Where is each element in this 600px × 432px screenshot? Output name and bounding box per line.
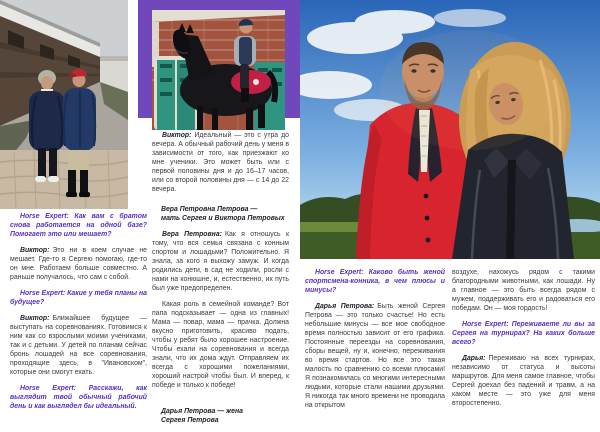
answer-viktor-1 (10, 246, 147, 282)
photo-rider-on-horse (152, 10, 285, 130)
speaker-vera: Вера Петровна: (162, 231, 222, 238)
answer-daria-2 (452, 354, 595, 408)
photo-elderly-couple-scene (0, 0, 128, 209)
column-family-interview (152, 131, 289, 432)
byline-vera-petrova (161, 205, 289, 223)
saddle-pad (231, 70, 271, 94)
answer-viktor-1-text: Это ни в коем случае не мешает. Где-то я Сергею помогаю, где-то он мне. Работаем больше совместно. А раньше получалось, что сам с собой. (10, 247, 147, 281)
photo-elderly-couple (0, 0, 128, 209)
photo-sergey-and-daria (300, 0, 600, 259)
answer-daria-1-continued (452, 268, 595, 313)
answer-viktor-2 (10, 314, 147, 377)
speaker-viktor: Виктор: (20, 247, 50, 254)
answer-daria-1 (305, 302, 445, 410)
answer-viktor-3 (152, 131, 289, 194)
photo-rider-scene (152, 10, 285, 130)
speaker-viktor: Виктор: (162, 132, 192, 139)
column-daria-interview-left (305, 268, 445, 417)
column-viktor-interview (10, 212, 147, 418)
speaker-daria: Дарья Петрова: (315, 303, 375, 310)
byline-daria-line2: Сергея Петрова (161, 417, 219, 424)
speaker-daria: Дарья: (462, 355, 486, 362)
answer-vera-1 (152, 230, 289, 293)
question-typical-day: Horse Expert: Расскажи, как выглядит твой обычный рабочий день и как выглядел бы идеальный. (10, 385, 147, 410)
answer-daria-2-text: Переживаю на всех турнирах, независимо от статуса и высоты маршрутов. Для меня самое главное, чтобы Сергей доехал без падений и травм, а на каком месте — это уже для меня второстепенно. (452, 355, 595, 407)
column-daria-interview-right (452, 268, 595, 415)
question-worry-tournaments: Horse Expert: Переживаете ли вы за Сергея на турнирах? На каких больше всего? (452, 321, 595, 346)
speaker-viktor: Виктор: (20, 315, 50, 322)
answer-viktor-3-text: Идеальный — это с утра до вечера. А обычный рабочий день у меня в зависимости от того, как приезжают ко мне ученики. Это может быть или с первой половины дня и до 16–17 часов, или со второй половины дня — с 14 до 22 вечера. (152, 132, 289, 193)
answer-viktor-2-text: Ближайшее будущее — выступать на соревнованиях. Готовимся к ним как со взрослыми моими учениками, так и с детьми. У детей по планам сейчас бронь лошадей на все соревнования, проходящие здесь, в "Ивановском", которые они смогут ехать. (10, 315, 147, 376)
question-brothers-same-base: Horse Expert: Как вам с братом снова работается на одной базе? Помогает это или мешает? (10, 213, 147, 238)
answer-vera-2 (152, 300, 289, 390)
byline-daria-line1: Дарья Петрова — жена (161, 408, 243, 415)
question-wife-of-athlete: Horse Expert: Каково быть женой спортсмена-конника, в чем плюсы и минусы? (305, 269, 445, 294)
byline-daria-petrova (161, 407, 289, 425)
answer-vera-2-text: Какая роль в семейной команде? Вот папа подсказывает — одна из главных! Мама — повар, мама — прачка. Должна вкусно приготовить, красиво подать, чтобы у ребят было хорошее настроение. Чтобы ехали на соревнования и всегда знали, что их дома ждут. Отправляем их всегда с хорошими пожеланиями, хороший настрой чтобы был. И вперед, к победе и только к победе! (152, 301, 289, 389)
answer-vera-1-text: Как я отношусь к тому, что вся семья связана с конным спортом и лошадьми? Положительно. Я знала, за кого я выхожу замуж. И когда родились дети, в сад не ходили, росли с нами на конюшне, и, естественно, их путь был уже предопределен. (152, 231, 289, 292)
answer-daria-1-text: Быть женой Сергея Петрова — это только счастье! Но есть небольшие минусы — все мое свободное время полностью зависит от его графика. Постоянные переезды на соревнования, сборы вещей, ну и, конечно, переживания во время стартов. Но все это такая малость по сравнению со всеми плюсами! Я познакомилась со многими интересными людьми, которые стали нашими друзьями. Я никогда так много времени не проводила на открытом (305, 303, 445, 409)
photo-couple-scene (300, 0, 600, 259)
answer-daria-1-cont-text: воздухе, нахожусь рядом с такими благородными животными, как лошади. Ну а главное — это быть всегда рядом с мужем, поддерживать его и радоваться его победам. Он — моя гордость! (452, 269, 595, 312)
byline-vera-line1: Вера Петровна Петрова — (161, 206, 258, 213)
question-future-plans: Horse Expert: Какие у тебя планы на будущее? (10, 290, 147, 306)
byline-vera-line2: мать Сергея и Виктора Петровых (161, 215, 285, 222)
